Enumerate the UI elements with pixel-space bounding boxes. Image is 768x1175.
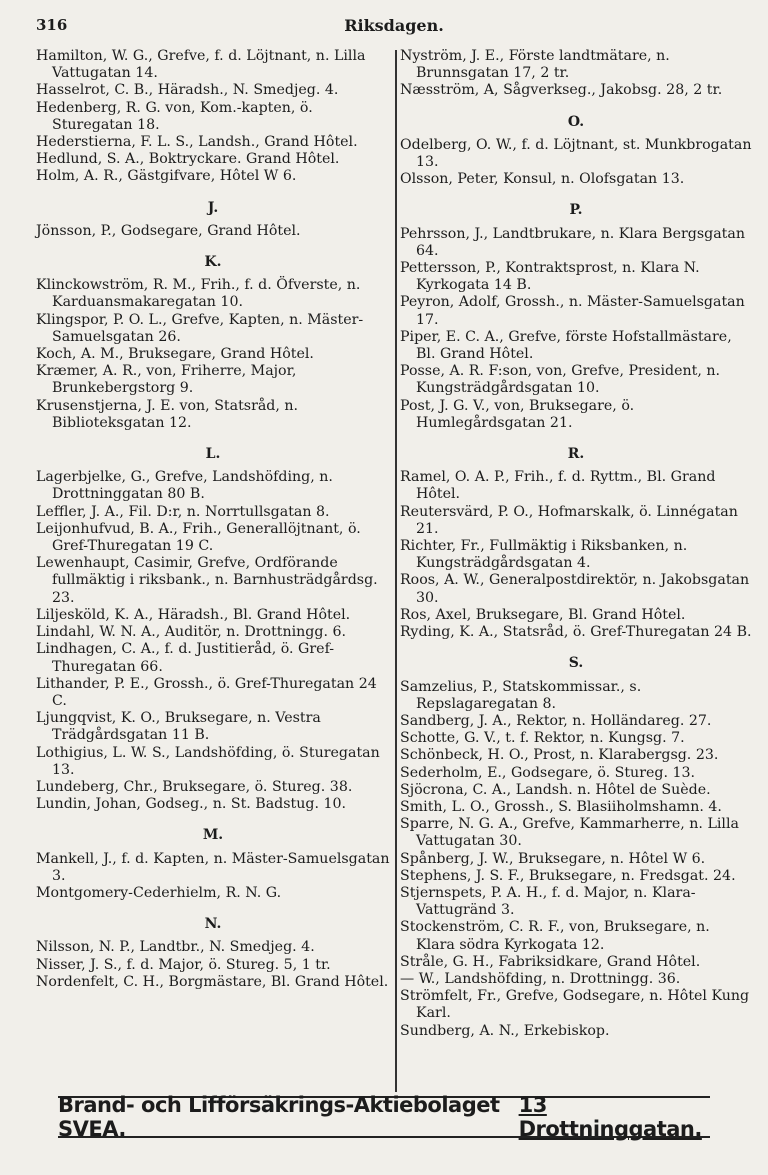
list-item: Pettersson, P., Kontraktsprost, n. Klara N. Kyrkogata 14 B. <box>400 260 700 294</box>
list-item: Ryding, K. A., Statsråd, ö. Gref-Thuregatan 24 B. <box>400 624 752 641</box>
list-item: Nisser, J. S., f. d. Major, ö. Stureg. 5, 1 tr. <box>36 956 331 973</box>
list-item: Pehrsson, J., Landtbrukare, n. Klara Bergsgatan 64. <box>400 225 745 259</box>
column-divider <box>395 50 397 1092</box>
list-item: Smith, L. O., Grossh., S. Blasiiholmshamn. 4. <box>400 798 722 815</box>
list-item: Sandberg, J. A., Rektor, n. Holländareg. 27. <box>400 712 712 729</box>
footer-banner <box>58 1093 710 1141</box>
section-letter-m: M. <box>202 827 224 844</box>
list-item: Piper, E. C. A., Grefve, förste Hofstallmästare, Bl. Grand Hôtel. <box>400 328 732 363</box>
list-item: Stockenström, C. R. F., von, Bruksegare, n. Klara södra Kyrkogata 12. <box>400 919 710 953</box>
list-item: Sparre, N. G. A., Grefve, Kammarherre, n. Lilla Vattugatan 30. <box>400 816 739 850</box>
list-item: Mankell, J., f. d. Kapten, n. Mäster-Samuelsgatan 3. <box>36 850 390 884</box>
list-item: Sundberg, A. N., Erkebiskop. <box>400 1022 610 1039</box>
list-item: Lithander, P. E., Grossh., ö. Gref-Thuregatan 24 C. <box>36 675 377 709</box>
list-item: Ros, Axel, Bruksegare, Bl. Grand Hôtel. <box>400 606 686 623</box>
list-item: Liljesköld, K. A., Häradsh., Bl. Grand Hôtel. <box>36 606 351 623</box>
list-item: Sederholm, E., Godsegare, ö. Stureg. 13. <box>400 764 696 781</box>
list-item: Klingspor, P. O. L., Grefve, Kapten, n. Mäster-Samuelsgatan 26. <box>36 311 364 345</box>
list-item: Kræmer, A. R., von, Friherre, Major, Brunkebergstorg 9. <box>36 363 297 397</box>
list-item: Hedenberg, R. G. von, Kom.-kapten, ö. Sturegatan 18. <box>36 99 313 133</box>
list-item: Leffler, J. A., Fil. D:r, n. Norrtullsgatan 8. <box>36 503 330 520</box>
section-letter-j: J. <box>207 199 219 216</box>
banner-company: Brand- och Lifförsäkrings-Aktiebolaget SVEA. <box>58 1093 500 1141</box>
section-letter-r: R. <box>567 446 585 463</box>
right-column <box>400 48 752 1040</box>
list-item: Posse, A. R. F:son, von, Grefve, President, n. Kungsträdgårdsgatan 10. <box>400 363 720 397</box>
section-letter-k: K. <box>204 254 222 271</box>
list-item: Ljungqvist, K. O., Bruksegare, n. Vestra Trädgårdsgatan 11 B. <box>36 710 321 744</box>
list-item: Lundin, Johan, Godseg., n. St. Badstug. 10. <box>36 796 347 813</box>
list-item: Peyron, Adolf, Grossh., n. Mäster-Samuelsgatan 17. <box>400 294 745 328</box>
list-item: Ramel, O. A. P., Frih., f. d. Ryttm., Bl. Grand Hôtel. <box>400 469 716 503</box>
list-item: Nyström, J. E., Förste landtmätare, n. Brunnsgatan 17, 2 tr. <box>400 48 670 82</box>
section-letter-l: L. <box>205 446 221 463</box>
list-item: Roos, A. W., Generalpostdirektör, n. Jakobsgatan 30. <box>400 572 750 606</box>
list-item: Jönsson, P., Godsegare, Grand Hôtel. <box>36 222 301 239</box>
list-item: Nilsson, N. P., Landtbr., N. Smedjeg. 4. <box>36 939 315 956</box>
list-item: Reutersvärd, P. O., Hofmarskalk, ö. Linnégatan 21. <box>400 503 738 537</box>
list-item: Hasselrot, C. B., Häradsh., N. Smedjeg. 4. <box>36 82 339 99</box>
list-item: Stephens, J. S. F., Bruksegare, n. Fredsgat. 24. <box>400 867 736 884</box>
list-item: Næsström, A, Sågverkseg., Jakobsg. 28, 2 tr. <box>400 82 723 99</box>
banner-address: 13 Drottninggatan. <box>518 1093 702 1141</box>
list-item: — W., Landshöfding, n. Drottningg. 36. <box>400 970 681 987</box>
list-item: Samzelius, P., Statskommissar., s. Repslagaregatan 8. <box>400 678 642 712</box>
list-item: Lewenhaupt, Casimir, Grefve, Ordförande fullmäktig i riksbank., n. Barnhusträdgårdsg. 23. <box>36 555 378 606</box>
running-title: Riksdagen. <box>344 16 444 35</box>
list-item: Krusenstjerna, J. E. von, Statsråd, n. Biblioteksgatan 12. <box>36 397 299 431</box>
list-item: Lindhagen, C. A., f. d. Justitieråd, ö. Gref-Thuregatan 66. <box>36 641 335 675</box>
list-item: Stjernspets, P. A. H., f. d. Major, n. Klara-Vattugränd 3. <box>400 884 696 919</box>
list-item: Hedlund, S. A., Boktryckare. Grand Hôtel. <box>36 151 340 168</box>
list-item: Stråle, G. H., Fabriksidkare, Grand Hôtel. <box>400 953 701 970</box>
section-letter-p: P. <box>569 202 583 219</box>
list-item: Lagerbjelke, G., Grefve, Landshöfding, n. Drottninggatan 80 B. <box>36 469 333 503</box>
page-number: 316 <box>36 16 68 34</box>
list-item: Spånberg, J. W., Bruksegare, n. Hôtel W 6. <box>400 850 706 867</box>
list-item: Lothigius, L. W. S., Landshöfding, ö. Sturegatan 13. <box>36 744 380 778</box>
list-item: Klinckowström, R. M., Frih., f. d. Öfverste, n. Karduansmakaregatan 10. <box>36 277 361 311</box>
list-item: Koch, A. M., Bruksegare, Grand Hôtel. <box>36 346 314 363</box>
list-item: Post, J. G. V., von, Bruksegare, ö. Humlegårdsgatan 21. <box>400 397 635 431</box>
page-header <box>36 8 752 38</box>
list-item: Strömfelt, Fr., Grefve, Godsegare, n. Hôtel Kung Karl. <box>400 988 750 1022</box>
list-item: Sjöcrona, C. A., Landsh. n. Hôtel de Suède. <box>400 781 711 798</box>
list-item: Odelberg, O. W., f. d. Löjtnant, st. Munkbrogatan 13. <box>400 136 752 171</box>
list-item: Schönbeck, H. O., Prost, n. Klarabergsg. 23. <box>400 747 719 764</box>
list-item: Lindahl, W. N. A., Auditör, n. Drottningg. 6. <box>36 624 347 641</box>
list-item: Leijonhufvud, B. A., Frih., Generallöjtnant, ö. Gref-Thuregatan 19 C. <box>36 520 361 555</box>
list-item: Montgomery-Cederhielm, R. N. G. <box>36 884 282 901</box>
section-letter-s: S. <box>568 655 584 672</box>
list-item: Holm, A. R., Gästgifvare, Hôtel W 6. <box>36 168 297 185</box>
section-letter-n: N. <box>204 916 222 933</box>
list-item: Schotte, G. V., t. f. Rektor, n. Kungsg. 7. <box>400 730 685 747</box>
list-item: Richter, Fr., Fullmäktig i Riksbanken, n. Kungsträdgårdsgatan 4. <box>400 538 688 572</box>
list-item: Lundeberg, Chr., Bruksegare, ö. Stureg. 38. <box>36 778 353 795</box>
list-item: Olsson, Peter, Konsul, n. Olofsgatan 13. <box>400 171 685 188</box>
list-item: Hamilton, W. G., Grefve, f. d. Löjtnant, n. Lilla Vattugatan 14. <box>36 48 366 82</box>
list-item: Nordenfelt, C. H., Borgmästare, Bl. Grand Hôtel. <box>36 973 389 990</box>
list-item: Hederstierna, F. L. S., Landsh., Grand Hôtel. <box>36 134 358 151</box>
left-column <box>36 48 390 991</box>
section-letter-o: O. <box>567 113 585 130</box>
